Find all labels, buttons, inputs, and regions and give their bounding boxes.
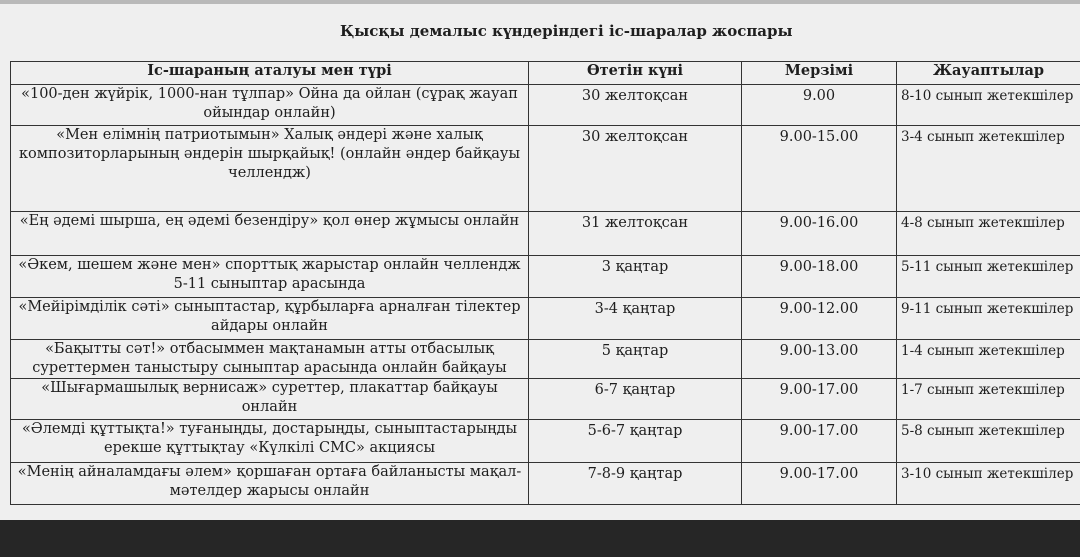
event-date: 3 қаңтар xyxy=(529,256,742,298)
event-responsible: 1-7 сынып жетекшілер xyxy=(897,379,1080,420)
event-responsible: 3-10 сынып жетекшілер xyxy=(897,463,1080,505)
table-row xyxy=(11,256,1080,298)
event-time: 9.00-15.00 xyxy=(742,126,897,212)
header-name: Іс-шараның аталуы мен түрі xyxy=(11,62,529,85)
event-name: «Шығармашылық вернисаж» суреттер, плакаттар байқауы онлайн xyxy=(11,379,529,420)
background-surface xyxy=(0,520,1080,557)
table-row xyxy=(11,85,1080,126)
event-name: «100-ден жүйрік, 1000-нан тұлпар» Ойна да ойлан (сұрақ жауап ойындар онлайн) xyxy=(11,85,529,126)
table-row xyxy=(11,212,1080,256)
event-name: «Әкем, шешем және мен» спорттық жарыстар онлайн челлендж 5-11 сыныптар арасында xyxy=(11,256,529,298)
event-time: 9.00-13.00 xyxy=(742,340,897,379)
event-responsible: 8-10 сынып жетекшілер xyxy=(897,85,1080,126)
event-time: 9.00-18.00 xyxy=(742,256,897,298)
header-time: Мерзімі xyxy=(742,62,897,85)
event-time: 9.00 xyxy=(742,85,897,126)
event-name: «Бақытты сәт!» отбасыммен мақтанамын атты отбасылық суреттермен таныстыру сыныптар арасында онлайн байқауы xyxy=(11,340,529,379)
event-name: «Мен елімнің патриотымын» Халық әндері және халық композиторларының әндерін шырқайық! (онлайн әндер байқауы челлендж) xyxy=(11,126,529,212)
event-responsible: 1-4 сынып жетекшілер xyxy=(897,340,1080,379)
event-time: 9.00-17.00 xyxy=(742,420,897,463)
event-responsible: 5-11 сынып жетекшілер xyxy=(897,256,1080,298)
event-time: 9.00-16.00 xyxy=(742,212,897,256)
event-date: 5 қаңтар xyxy=(529,340,742,379)
event-responsible: 9-11 сынып жетекшілер xyxy=(897,298,1080,340)
event-date: 6-7 қаңтар xyxy=(529,379,742,420)
table-row xyxy=(11,298,1080,340)
document-title: Қысқы демалыс күндеріндегі іс-шаралар жоспары xyxy=(340,22,793,40)
event-time: 9.00-17.00 xyxy=(742,463,897,505)
event-name: «Мейірімділік сәті» сыныптастар, құрбыларға арналған тілектер айдары онлайн xyxy=(11,298,529,340)
event-responsible: 5-8 сынып жетекшілер xyxy=(897,420,1080,463)
event-date: 3-4 қаңтар xyxy=(529,298,742,340)
event-date: 31 желтоқсан xyxy=(529,212,742,256)
event-date: 5-6-7 қаңтар xyxy=(529,420,742,463)
top-edge xyxy=(0,0,1080,4)
header-responsible: Жауаптылар xyxy=(897,62,1080,85)
event-date: 30 желтоқсан xyxy=(529,85,742,126)
table-row xyxy=(11,126,1080,212)
event-date: 30 желтоқсан xyxy=(529,126,742,212)
table-row xyxy=(11,340,1080,379)
event-name: «Әлемді құттықта!» туғаныңды, достарыңды, сыныптастарыңды ерекше құттықтау «Күлкілі СМС» акциясы xyxy=(11,420,529,463)
table-header-row xyxy=(11,62,1080,85)
event-time: 9.00-17.00 xyxy=(742,379,897,420)
event-name: «Менің айналамдағы әлем» қоршаған ортаға байланысты мақал-мәтелдер жарысы онлайн xyxy=(11,463,529,505)
table-row xyxy=(11,463,1080,505)
event-responsible: 3-4 сынып жетекшілер xyxy=(897,126,1080,212)
event-name: «Ең әдемі шырша, ең әдемі безендіру» қол өнер жұмысы онлайн xyxy=(11,212,529,256)
event-time: 9.00-12.00 xyxy=(742,298,897,340)
table-row xyxy=(11,420,1080,463)
event-date: 7-8-9 қаңтар xyxy=(529,463,742,505)
events-table xyxy=(10,61,1080,505)
table-row xyxy=(11,379,1080,420)
event-responsible: 4-8 сынып жетекшілер xyxy=(897,212,1080,256)
header-date: Өтетін күні xyxy=(529,62,742,85)
